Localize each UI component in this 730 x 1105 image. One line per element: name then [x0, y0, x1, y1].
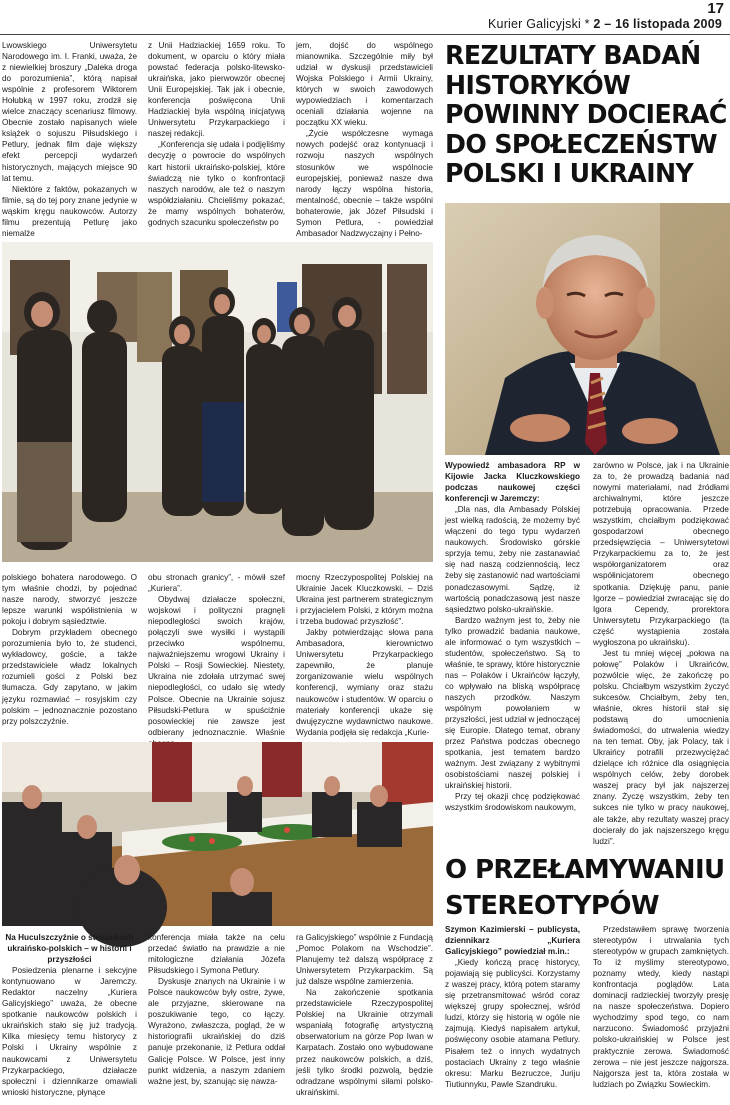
paragraph: z Unii Hadziackiej 1659 roku. To dokument, w oparciu o który miała powstać federacja polsko-litewsko-ukraińska, jako pierwowzór obecnej Unii Europejskiej. Tak jak i obecnie, konferencja poświęcona Unii Hadziackiej była wspólną inicjatywą Uniwersytetu Przykarpackiego i naszej redakcji. [148, 41, 285, 139]
masthead-separator: * [581, 17, 594, 31]
paragraph: polskiego bohatera narodowego. O tym właśnie chodzi, by pojednać nasze narody, stworzyć jeszcze lepsze warunki współistnienia w pokoju i dobrym sąsiedztwie. [2, 573, 137, 627]
stereotypes-caption: Szymon Kazimierski – publicysta, dziennikarz „Kuriera Galicyjskiego” powiedział m.in.: [445, 925, 580, 957]
paragraph: „Konferencja się udała i podjęliśmy decyzję o powrocie do wspólnych kart historii ukraińsko-polskiej, które świadczą nie tylko o konfrontacji naszych narodów, ale też o naszym współdziałaniu. Chcieliśmy pokazać, że mamy wspólnych bohaterów, godnych szacunku społeczeństw po [148, 140, 285, 227]
paragraph: „Dla nas, dla Ambasady Polskiej jest wielką radością, że możemy być włączeni do tego typu wydarzeń naukowych. Środowisko górskie sprzyja temu, żeby nie zastanawiać się nad naszą codziennością, lecz żeby się zastanowić nad wartościami ponadczasowymi. Sądzę, iż wartością ponadczasową jest nasze sąsiedztwo polsko-ukraińskie. [445, 505, 580, 614]
paragraph: jem, dojść do wspólnego mianownika. Szczególnie miły był udział w dyskusji przedstawicieli Wojska Polskiego i Armii Ukrainy, których w swoich zawodowych wypowiedziach i komentarzach oceniali działania wojenne na początku XX wieku. [296, 41, 433, 128]
paragraph: „Życie współczesne wymaga nowych podejść oraz kontynuacji i rozwoju naszych wspólnych stosunków we wspólnocie europejskiej, ponieważ nasze dwa narody łączy wspólna historia, mentalność, obecnie – także wspólni bohaterowie, jak Józef Piłsudski i Symon Petlura, - powiedział Ambasador Nadzwyczajny i Pełno- [296, 129, 433, 238]
paragraph: mocny Rzeczypospolitej Polskiej na Ukrainie Jacek Kluczkowski. – Dziś Ukraina jest partnerem strategicznym i przyjacielem Polski, z którym można i trzeba budować przyszłość”. [296, 573, 433, 627]
paragraph: Przy tej okazji chcę podziękować wszystkim środowiskom naukowym, [445, 792, 580, 813]
interview-column-1 [445, 460, 580, 848]
headline-line: HISTORYKÓW [445, 70, 631, 101]
paragraph: Przedstawiłem sprawę tworzenia stereotypów i utrwalania tych stereotypów w grupach zamkniętych. To iż myślimy stereotypowo, poznamy wtedy, kiedy nastąpi konfrontacja poglądów. Lata dominacji radzieckiej tworzyły presję na nasze społeczeństwa. Dopiero wychodzimy spod tego, co nam narzucono. Świadomość przyjaźni polsko-ukraińskiej w Polsce jest praktycznie zerowa. Świadomość zerowa – nie jest jeszcze najgorsza. Najgorsza jest ta, która została w ludziach po Związku Sowieckim. [593, 925, 729, 1089]
paragraph: obu stronach granicy”, - mówił szef „Kuriera”. [148, 573, 285, 594]
paragraph: Jakby potwierdzając słowa pana Ambasadora, kierownictwo Uniwersytetu Przykarpackiego zapewniło, że planuje zorganizowanie wielu wspólnych konferencji, wymiany oraz stażu naukowców i studentów. W oparciu o materiały konferencji ukaże się dwujęzyczne wydawnictwo naukowe. Wydania podjęła się redakcja „Kurie- [296, 628, 433, 737]
ambassador-photo [445, 203, 730, 455]
paragraph: Bardzo ważnym jest to, żeby nie tylko prowadzić badania naukowe, ale informować o tym wszystkich – studentów, społeczeństwo. Są to właśnie, te sprawy, które historycznie nas – Polaków i Ukraińców łączyły, co wpływało na bliską współpracę naszych przodków. Naszym wspólnym powołaniem w przyszłości, jest udział w jednoczącej się Europie. Dlatego temat, obrany przez Państwa podczas obecnego spotkania, jest tematem bardzo ważnym. Jest związany z wybitnymi osobistościami naszej polskiej i ukraińskiej historii. [445, 615, 580, 791]
paragraph: Na zakończenie spotkania przedstawiciele Rzeczypospolitej Polskiej na Ukrainie otrzymali wspaniałą fotografię artystyczną obserwatorium na górze Pop Iwan w Karpatach. Zostało ono wybudowane przez naukowców polskich, a dziś, jeśli tylko środki pozwolą, będzie odradzane wspólnymi siłami polsko-ukraińskimi. [296, 988, 433, 1097]
article-column-1-top [2, 40, 137, 240]
interview-column-2 [593, 460, 729, 848]
headline-line: O PRZEŁAMYWANIU [445, 855, 725, 885]
exhibition-photo [2, 242, 433, 562]
paragraph: ra Galicyjskiego” wspólnie z Fundacją „Pomoc Polakom na Wschodzie”. Planujemy też dalszą współpracę z Uniwersytetem Przykarpackim. Są już dalsze wspólne zamierzenia. [296, 933, 433, 987]
paragraph: Lwowskiego Uniwersytetu Narodowego im. I. Franki, uważa, że z niewielkiej broszury „Daleka droga do porozumienia”, którą napisał wspólnie z profesorem Wiktorem Hołubką w 1997 roku, zrodził się wielce znaczący scenariusz filmowy. Obecnie zostało napisanych wiele książek o sojuszu Piłsudskiego i Petlury, jednak film daje większy efekt percepcji wydarzeń historycznych, mających miejsce 90 lat temu. [2, 41, 137, 183]
paragraph: Dobrym przykładem obecnego porozumienia było to, że studenci, wykładowcy, goście, a także przedstawiciele władz lokalnych rozumieli gości z Polski bez tłumacza. Gdy zapytano, w jakim języku rozmawiać – rosyjskim czy polskim – jednoznacznie pozostano przy polszczyźnie. [2, 628, 137, 726]
stereotypes-column-1 [445, 924, 580, 1104]
conference-photo [2, 742, 433, 926]
paragraph: Obydwaj działacze społeczni, wojskowi i polityczni pragnęli niepodległości swoich krajów, połączyli swe wysiłki i wystąpili przeciwko wspólnemu, najważniejszemu wrogowi Ukrainy i Polski – Rosji Sowieckiej. Niestety, Ukraina nie zdołała utrzymać swej niepodległości, co udało się wtedy Polsce. Obecnie na Ukrainie sojusz Piłsudski-Petlura w spuściźnie posowieckiej nie zawsze jest odbierany jednoznacznie. Właśnie [148, 595, 285, 737]
newspaper-name: Kurier Galicyjski [488, 17, 581, 31]
article-column-1-mid [2, 572, 137, 737]
header-rule [0, 34, 730, 35]
article-column-3-mid [296, 572, 433, 737]
page-number: 17 [707, 0, 724, 17]
article-column-2-top [148, 40, 285, 240]
paragraph: zarówno w Polsce, jak i na Ukrainie za to, że prowadzą badania nad nowymi materiałami, nad źródłami archiwalnymi, które jeszcze potrzebują opracowania. Przede wszystkim, chciałbym podziękować gospodarzowi obecnego przedsięwzięcia – Uniwersytetowi Przykarpackiemu za to, że jest współorganizatorem oraz współinicjatorem obecnego spotkania. Dziękuję panu, panie Igorze – powiedział zwracając się do Igora Cependy, prorektora Uniwersytetu Przykarpackiego (ta część wystąpienia została wygłoszona po ukraińsku). [593, 461, 729, 647]
main-headline [445, 42, 727, 190]
article-column-2-mid [148, 572, 285, 737]
masthead [488, 17, 722, 31]
headline-line: POWINNY DOCIERAĆ [445, 100, 727, 130]
headline-line: POLSKI I UKRAINY [445, 159, 694, 189]
section-caption: Na Huculszczyźnie o stosunkach ukraińsko-polskich – w historii i przyszłości [5, 933, 134, 965]
article-column-2-bottom [148, 932, 285, 1104]
article-column-3-bottom [296, 932, 433, 1104]
headline-line: DO SPOŁECZEŃSTW [445, 129, 717, 160]
article-column-3-top [296, 40, 433, 240]
stereotypes-column-2 [593, 924, 729, 1104]
headline-line: STEREOTYPÓW [445, 891, 659, 921]
paragraph: Dyskusje znanych na Ukrainie i w Polsce naukowców były ostre, żywe, ale przyjazne, skierowane na poszukiwanie tego, co łączy. Wyrażono, zwłaszcza, pogląd, że w historiografii ukraińskiej do dziś panuje przekonanie, iż Petlura oddał Galicję Polsce. W Polsce, jest inny punkt widzenia, a naszym zdaniem ważne jest, by, szanując się nawza- [148, 977, 285, 1086]
paragraph: Niektóre z faktów, pokazanych w filmie, są do tej pory znane jedynie w wąskim kręgu naukowców. Autorzy filmu prezentują Petlurę jako niemalże [2, 184, 137, 238]
interview-caption: Wypowiedź ambasadora RP w Kijowie Jacka Kluczkowskiego podczas naukowej części konferencji w Jaremczy: [445, 461, 580, 504]
paragraph: konferencja miała także na celu przedać światło na prawdzie a nie mitologiczne działania Józefa Piłsudskiego i Symona Petlury. [148, 933, 285, 976]
headline-line: REZULTATY BADAŃ [445, 41, 701, 71]
issue-date: 2 – 16 listopada 2009 [593, 17, 722, 31]
paragraph: Jest tu mniej więcej „połowa na połowę” Polaków i Ukraińców, pozwólcie więc, że zakończę po polsku. Chciałbym wszystkim życzyć sukcesów. Chciałbym, żeby ten, właśnie, okres historii stał się podstawą do umocnienia świadomości, do utrwalenia wiedzy na ten temat. Oby, jak Polacy, tak i Ukraińcy potrafili przezwyciężać dzielące ich różnice dla osiągnięcia wspólnych celów, żeby dorobek waszej pracy był jak najszerzej znany. Życzę wszystkim, żeby ten sukces nie tylko w pracy naukowej, ale także, aby rezultaty waszej pracy docierały do jak najszerszego kręgu ludzi”. [593, 648, 729, 846]
paragraph: Posiedzenia plenarne i sekcyjne kontynuowano w Jaremczy. Redaktor naczelny „Kuriera Galicyjskiego” uważa, że obecne spotkanie naukowców polskich i ukraińskich stało się już tradycją. Kilka miesięcy temu historycy z Polski i Ukrainy wspólnie z naukowcami z Uniwersytetu Przykarpackiego, działacze społeczni i dziennikarze omawiali wnioski historyczne, płynące [2, 966, 137, 1097]
second-headline [445, 852, 725, 924]
paragraph: „Kiedy kończą pracę historycy, pojawiają się publicyści. Korzystamy z waszej pracy, którą potem staramy się przetransmitować wśród coraz większej grupy społecznej, wśród ludzi, którzy się historią w ogóle nie zajmują. Kiedyś napisałem artykuł, poświęcony osobie atamana Petlury. Pisałem też o innych wydatnych postaciach Ukrainy z tego właśnie okresu: Marku Bezruczce, Juriju Tiutiunnyku, Pawle Szandruku. [445, 958, 580, 1089]
article-column-1-bottom [2, 932, 137, 1104]
